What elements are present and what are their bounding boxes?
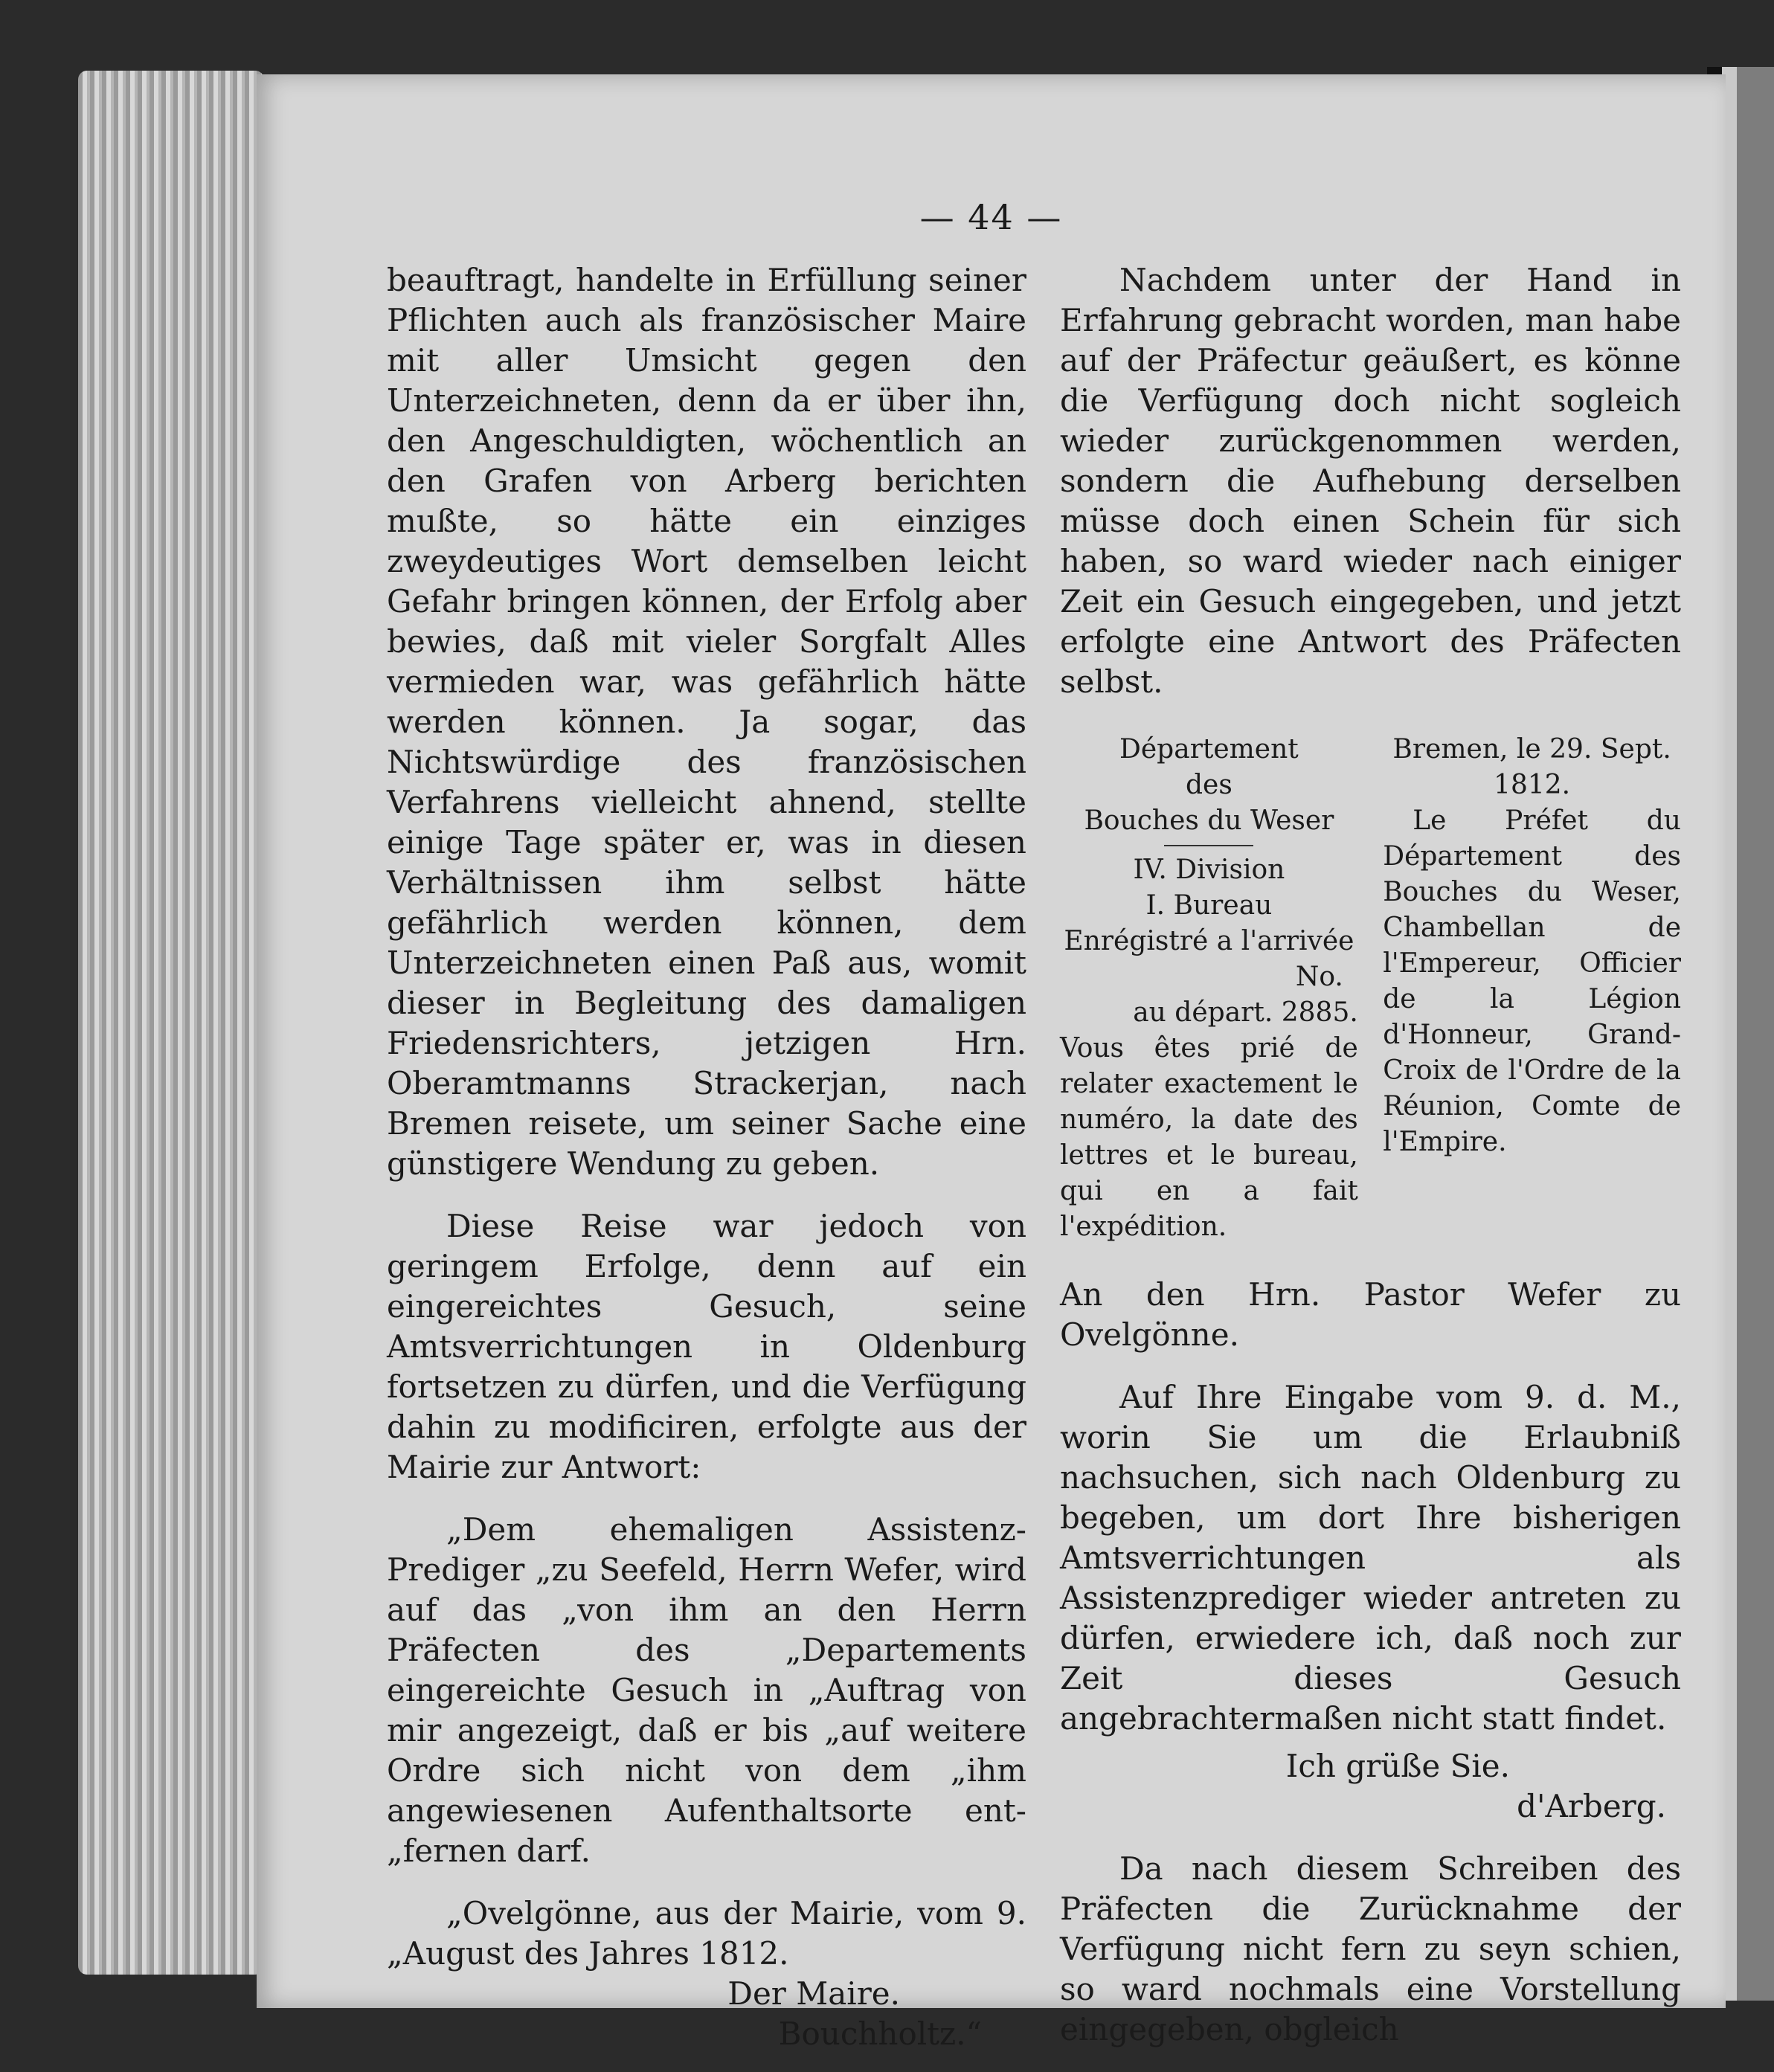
book-page-edges [78,71,264,1975]
dept-line-6: Enrégistré a l'arrivée [1064,926,1354,956]
page-number: — 44 — [919,197,1063,237]
greeting: Ich grüße Sie. [1285,1748,1510,1784]
dept-line-3: Bouches du Weser [1084,805,1334,836]
dept-line-1: Département [1119,734,1299,765]
department-block [1060,732,1358,1245]
dept-line-2: des [1185,770,1233,800]
mairie-sign-name: Bouchholtz.“ [778,2015,982,2052]
addressee: An den Hrn. Pastor Wefer zu Ovelgönne. [1060,1276,1681,1353]
prefect-date-line-1: Bremen, le 29. Sept. [1392,734,1671,765]
dept-divider [1164,845,1253,846]
prefect-title: Le Préfet du Département des Bouches du Weser, Chambellan de l'Empereur, Officier de la Légion d'Honneur, Grand-Croix de l'Ordre de la Réunion, Comte de l'Empire. [1383,805,1681,1157]
dept-note: Vous êtes prié de relater exactement le numéro, la date des lettres et le bureau, qui en a fait l'expédition. [1060,1033,1358,1242]
prefect-date-line-2: 1812. [1494,770,1571,800]
mairie-quote-date: „Ovelgönne, aus der Mairie, vom 9. „August des Jahres 1812. [387,1895,1026,1972]
right-column [1060,260,1681,2072]
right-paragraph-3: Da nach diesem Schreiben des Präfecten die Zurücknahme der Verfügung nicht fern zu seyn schien, so ward nochmals eine Vorstellung eingegeben, obgleich [1060,1850,1681,2047]
dept-line-5: I. Bureau [1145,890,1273,921]
prefect-signature: d'Arberg. [1517,1788,1666,1824]
prefect-block [1383,732,1681,1245]
mairie-sign-title: Der Maire. [727,1975,900,2012]
right-paragraph-1: Nachdem unter der Hand in Erfahrung gebracht worden, man habe auf der Präfectur geäußert, es könne die Verfügung doch nicht sogleich wieder zurückgenommen werden, sondern die Aufhebung derselben müsse doch einen Schein für sich haben, so ward wieder nach einiger Zeit ein Gesuch eingegeben, und jetzt erfolgte eine Antwort des Präfecten selbst. [1060,262,1681,700]
left-paragraph-1: beauftragt, handelte in Erfüllung seiner Pflichten auch als französischer Maire mit aller Umsicht gegen den Unterzeichneten, denn da er über ihn, den Angeschuldigten, wöchentlich an den Grafen von Arberg berichten mußte, so hätte ein einziges zweydeutiges Wort demselben leicht Gefahr bringen können, der Erfolg aber bewies, daß mit vieler Sorgfalt Alles vermieden war, was gefährlich hätte werden können. Ja sogar, das Nichtswürdige des französischen Verfahrens vielleicht ahnend, stellte einige Tage später er, was in diesen Verhältnissen ihm selbst hätte gefährlich werden können, dem Unterzeichneten einen Paß aus, womit dieser in Begleitung des damaligen Friedensrichters, jetzigen Hrn. Oberamtmanns Strackerjan, nach Bremen reisete, um seiner Sache eine günstigere Wendung zu geben. [387,262,1026,1182]
dept-line-7: No. [1295,962,1343,992]
left-paragraph-2: Diese Reise war jedoch von geringem Erfolge, denn auf ein eingereichtes Gesuch, seine Amtsverrichtungen in Oldenburg fortsetzen zu dürfen, und die Verfügung dahin zu modificiren, erfolgte aus der Mairie zur Antwort: [387,1208,1026,1485]
book-page [257,74,1726,2052]
right-paragraph-2: Auf Ihre Eingabe vom 9. d. M., worin Sie um die Erlaubniß nachsuchen, sich nach Oldenburg zu begeben, um dort Ihre bisherigen Amtsverrichtungen als Assistenzprediger wieder antreten zu dürfen, erwiedere ich, daß noch zur Zeit dieses Gesuch angebrachtermaßen nicht statt findet. [1060,1379,1681,1737]
mairie-quote: „Dem ehemaligen Assistenz-Prediger „zu Seefeld, Herrn Wefer, wird auf das „von ihm an den Herrn Präfecten des „Departements eingereichte Gesuch in „Auftrag von mir angezeigt, daß er bis „auf weitere Ordre sich nicht von dem „ihm angewiesenen Aufenthaltsorte ent- „fernen darf. [387,1511,1026,1869]
left-column [387,260,1026,2054]
prefecture-letterhead [1060,732,1681,1245]
dept-line-4: IV. Division [1133,855,1285,885]
dept-line-8: au départ. 2885. [1133,997,1358,1028]
